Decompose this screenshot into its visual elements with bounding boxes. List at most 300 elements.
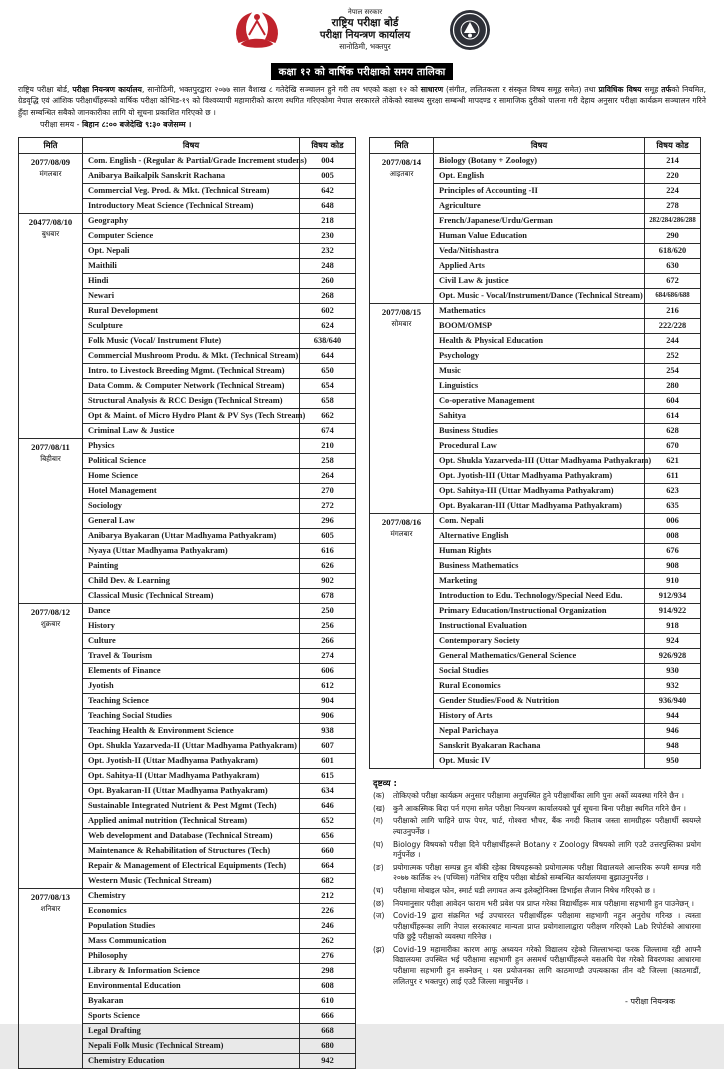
subject-name: Chemistry — [83, 889, 300, 904]
subject-code: 272 — [300, 499, 356, 514]
note-label: (ग) — [373, 816, 384, 826]
subject-code: 944 — [645, 709, 701, 724]
note-text: नियमानुसार परीक्षा आवेदन फाराम भरी प्रवेश पत्र प्राप्त गरेका विद्यार्थीहरू मात्र परीक्षामा सहभागी हुन पाउनेछन् । — [393, 898, 694, 908]
exam-date: 2077/08/13 — [30, 892, 71, 903]
subject-name: Sustainable Integrated Nutrient & Pest Mgmt (Tech) — [83, 799, 300, 814]
note-text: परीक्षामा मोबाइल फोन, स्मार्ट घडी लगायत अन्य इलेक्ट्रोनिक्स डिभाईस लैजान निषेध गरिएको छ । — [393, 885, 656, 895]
subject-name: Opt. Music - Vocal/Instrument/Dance (Technical Stream) — [434, 289, 645, 304]
subject-name: Child Dev. & Learning — [83, 574, 300, 589]
subject-name: Mass Communication — [83, 934, 300, 949]
subject-code: 646 — [300, 799, 356, 814]
subject-code: 654 — [300, 379, 356, 394]
subject-name: Dance — [83, 604, 300, 619]
subject-code: 244 — [645, 334, 701, 349]
subject-name: Primary Education/Instructional Organization — [434, 604, 645, 619]
subject-name: Sculpture — [83, 319, 300, 334]
intro-segment: समूह — [641, 85, 662, 94]
subject-name: Commercial Mushroom Produ. & Mkt. (Technical Stream) — [83, 349, 300, 364]
subject-code: 252 — [645, 349, 701, 364]
note-item — [373, 911, 701, 943]
subject-code: 004 — [300, 154, 356, 169]
subject-name: History of Arts — [434, 709, 645, 724]
subject-code: 624 — [300, 319, 356, 334]
notes-list — [373, 791, 701, 987]
subject-name: Marketing — [434, 574, 645, 589]
subject-name: Linguistics — [434, 379, 645, 394]
subject-code: 618/620 — [645, 244, 701, 259]
subject-code: 628 — [645, 424, 701, 439]
subject-code: 676 — [645, 544, 701, 559]
subject-code: 005 — [300, 169, 356, 184]
right-column — [369, 137, 701, 1007]
document-title: कक्षा १२ को वार्षिक परीक्षाको समय तालिका — [271, 63, 454, 80]
subject-name: Opt. Music IV — [434, 754, 645, 769]
subject-name: Newari — [83, 289, 300, 304]
intro-segment: परीक्षा नियन्त्रण कार्यालय — [72, 85, 142, 94]
subject-code: 914/922 — [645, 604, 701, 619]
subject-name: Applied animal nutrition (Technical Stream) — [83, 814, 300, 829]
subject-name: Byakaran — [83, 994, 300, 1009]
subject-code: 280 — [645, 379, 701, 394]
subject-name: Opt. Shukla Yazarveda-II (Uttar Madhyama Pathyakram) — [83, 739, 300, 754]
intro-segment: राष्ट्रिय परीक्षा बोर्ड, — [18, 85, 73, 94]
subject-code: 642 — [300, 184, 356, 199]
subject-code: 644 — [300, 349, 356, 364]
subject-code: 274 — [300, 649, 356, 664]
subject-name: Sahitya — [434, 409, 645, 424]
subject-name: Home Science — [83, 469, 300, 484]
subject-name: Opt. English — [434, 169, 645, 184]
note-text: Covid-19 द्वारा संक्रमित भई उपचाररत परीक्षार्थीहरू परीक्षामा सहभागी नहुन अनुरोध गरिन्छ । त्यस्ता परीक्षार्थीहरूका लागि नेपाल सरकारबाट मान्यता प्राप्त प्रयोगशालाद्वारा परीक्षण गरिएको Lab रिपोर्टको आधारमा पछि छुट्टै परीक्षाको व्यवस्था गरिनेछ । — [393, 911, 701, 942]
subject-code: 276 — [300, 949, 356, 964]
nepal-government-emblem-icon — [232, 8, 282, 58]
subject-code: 950 — [645, 754, 701, 769]
subject-code: 682 — [300, 874, 356, 889]
subject-code: 282/284/286/288 — [645, 214, 701, 229]
exam-day: बिहीबार — [40, 454, 61, 464]
government-line: नेपाल सरकार — [347, 8, 383, 16]
subject-name: Opt. Sahitya-II (Uttar Madhyama Pathyakram) — [83, 769, 300, 784]
subject-code: 232 — [300, 244, 356, 259]
note-label: (च) — [373, 885, 384, 895]
subject-name: Opt & Maint. of Micro Hydro Plant & PV Sys (Tech Stream) — [83, 409, 300, 424]
office-name: परीक्षा नियन्त्रण कार्यालय — [319, 29, 411, 41]
date-cell — [19, 889, 83, 1069]
subject-code: 210 — [300, 439, 356, 454]
subject-code: 606 — [300, 664, 356, 679]
intro-segment: तर्फ — [661, 85, 672, 94]
schedule-row — [19, 604, 356, 619]
subject-code: 626 — [300, 559, 356, 574]
subject-name: Contemporary Society — [434, 634, 645, 649]
subject-code: 674 — [300, 424, 356, 439]
note-label: (ङ) — [373, 862, 384, 872]
note-item — [373, 791, 701, 802]
subject-name: Rural Development — [83, 304, 300, 319]
subject-code: 668 — [300, 1024, 356, 1039]
exam-day: आइतबार — [389, 169, 414, 179]
subject-name: Instructional Evaluation — [434, 619, 645, 634]
subject-name: Sociology — [83, 499, 300, 514]
subject-code: 222/228 — [645, 319, 701, 334]
subject-code: 220 — [645, 169, 701, 184]
subject-code: 218 — [300, 214, 356, 229]
subject-name: Health & Physical Education — [434, 334, 645, 349]
subject-name: Anibarya Byakaran (Uttar Madhyama Pathyakram) — [83, 529, 300, 544]
subject-name: Culture — [83, 634, 300, 649]
subject-name: Sports Science — [83, 1009, 300, 1024]
subject-name: Data Comm. & Computer Network (Technical Stream) — [83, 379, 300, 394]
exam-date: 2077/08/09 — [30, 157, 71, 168]
subject-name: Hindi — [83, 274, 300, 289]
intro-segment: (संगीत, ललितकला र संस्कृत विषय समूह समेत) तथा — [443, 85, 599, 94]
subject-code: 926/928 — [645, 649, 701, 664]
subject-code: 254 — [645, 364, 701, 379]
subject-code: 638/640 — [300, 334, 356, 349]
subject-name: History — [83, 619, 300, 634]
subject-code: 614 — [645, 409, 701, 424]
subject-code: 266 — [300, 634, 356, 649]
subject-name: Opt. Nepali — [83, 244, 300, 259]
exam-date: 20477/08/10 — [28, 217, 73, 228]
subject-code: 615 — [300, 769, 356, 784]
exam-time-value: बिहान ८:०० बजेदेखि ९:३० बजेसम्म । — [81, 120, 192, 130]
subject-name: Opt. Jyotish-III (Uttar Madhyama Pathyakram) — [434, 469, 645, 484]
subject-name: BOOM/OMSP — [434, 319, 645, 334]
subject-name: Painting — [83, 559, 300, 574]
exam-date: 2077/08/12 — [30, 607, 71, 618]
date-cell — [370, 304, 434, 514]
code-column-header: विषय कोड — [300, 138, 356, 154]
subject-code: 270 — [300, 484, 356, 499]
subject-name: Jyotish — [83, 679, 300, 694]
subject-name: Physics — [83, 439, 300, 454]
note-label: (ख) — [373, 803, 385, 813]
subject-name: Commercial Veg. Prod. & Mkt. (Technical Stream) — [83, 184, 300, 199]
subject-code: 664 — [300, 859, 356, 874]
subject-name: Business Studies — [434, 424, 645, 439]
subject-code: 906 — [300, 709, 356, 724]
subject-name: Philosophy — [83, 949, 300, 964]
subject-name: Opt. Byakaran-II (Uttar Madhyama Pathyakram) — [83, 784, 300, 799]
subject-code: 605 — [300, 529, 356, 544]
intro-segment: प्राविधिक विषय — [598, 85, 642, 94]
note-label: (झ) — [373, 944, 385, 954]
exam-time-label: परीक्षा समय - — [40, 120, 82, 130]
subject-name: General Mathematics/General Science — [434, 649, 645, 664]
subject-name: Veda/Nitishastra — [434, 244, 645, 259]
note-text: Biology विषयको परीक्षा दिने परीक्षार्थीहरूले Botany र Zoology विषयको लागि एउटै उत्तरपुस्तिका प्रयोग गर्नुपर्नेछ । — [393, 839, 701, 860]
subject-code: 912/934 — [645, 589, 701, 604]
table-header-row — [370, 138, 701, 154]
subject-name: Procedural Law — [434, 439, 645, 454]
date-cell — [19, 604, 83, 889]
note-text: प्रयोगात्मक परीक्षा सम्पन्न हुन बाँकी रहेका विषयहरूको प्रयोगात्मक परीक्षा विद्यालयले आन्तरिक रूपमै सम्पन्न गरी २०७७ कार्तिक २५ (पच्चिस) गतेभित्र राष्ट्रिय परीक्षा बोर्डको सम्बन्धित कार्यालयमा बुझाउनुपर्नेछ । — [393, 862, 701, 883]
subject-name: Nyaya (Uttar Madhyama Pathyakram) — [83, 544, 300, 559]
note-text: तोकिएको परीक्षा कार्यक्रम अनुसार परीक्षामा अनुपस्थित हुने परीक्षार्थीका लागि पुनः अर्को व्यवस्था गरिने छैन । — [393, 791, 684, 801]
title-bar-wrap — [18, 60, 706, 80]
subject-code: 634 — [300, 784, 356, 799]
subject-code: 650 — [300, 364, 356, 379]
subject-name: Western Music (Technical Stream) — [83, 874, 300, 889]
notes-section — [369, 777, 701, 1007]
subject-code: 260 — [300, 274, 356, 289]
subject-code: 660 — [300, 844, 356, 859]
subject-code: 678 — [300, 589, 356, 604]
subject-code: 635 — [645, 499, 701, 514]
date-cell — [370, 514, 434, 769]
subject-name: Travel & Tourism — [83, 649, 300, 664]
subject-code: 948 — [645, 739, 701, 754]
subject-code: 250 — [300, 604, 356, 619]
date-cell — [370, 154, 434, 304]
subject-code: 006 — [645, 514, 701, 529]
exam-day: शनिबार — [40, 904, 61, 914]
subject-code: 296 — [300, 514, 356, 529]
exam-date: 2077/08/16 — [381, 517, 422, 528]
subject-code: 278 — [645, 199, 701, 214]
date-column-header: मिति — [19, 138, 83, 154]
exam-date: 2077/08/15 — [381, 307, 422, 318]
schedule-row — [19, 889, 356, 904]
subject-code: 666 — [300, 1009, 356, 1024]
subject-name: Web development and Database (Technical Stream) — [83, 829, 300, 844]
schedule-row — [19, 214, 356, 229]
header-text-block — [320, 8, 410, 52]
note-item — [373, 804, 701, 815]
exam-day: बुधबार — [41, 229, 60, 239]
subject-name: Human Rights — [434, 544, 645, 559]
subject-name: Agriculture — [434, 199, 645, 214]
board-name: राष्ट्रिय परीक्षा बोर्ड — [331, 16, 399, 29]
subject-name: Com. Nepali — [434, 514, 645, 529]
subject-code: 256 — [300, 619, 356, 634]
subject-name: General Law — [83, 514, 300, 529]
date-cell — [19, 439, 83, 604]
schedule-row — [370, 514, 701, 529]
subject-code: 684/686/688 — [645, 289, 701, 304]
subject-code: 938 — [300, 724, 356, 739]
subject-code: 602 — [300, 304, 356, 319]
subject-name: Geography — [83, 214, 300, 229]
left-column — [18, 137, 356, 1069]
subject-code: 910 — [645, 574, 701, 589]
subject-code: 680 — [300, 1039, 356, 1054]
intro-segment: , सानोठिमी, भक्तपुरद्वारा २०७७ साल वैशाख ८ गतेदेखि सञ्चालन हुने गरी तय भएको कक्षा १२ को — [141, 85, 421, 94]
subject-name: Biology (Botany + Zoology) — [434, 154, 645, 169]
subject-name: Opt. Jyotish-II (Uttar Madhyama Pathyakram) — [83, 754, 300, 769]
exam-day: शुक्रबार — [40, 619, 61, 629]
intro-paragraph — [18, 84, 706, 118]
subject-name: Folk Music (Vocal/ Instrument Flute) — [83, 334, 300, 349]
subject-name: Com. English - (Regular & Partial/Grade Increment studens) — [83, 154, 300, 169]
subject-name: Repair & Management of Electrical Equipments (Tech) — [83, 859, 300, 874]
subject-name: Human Value Education — [434, 229, 645, 244]
subject-name: Opt. Sahitya-III (Uttar Madhyama Pathyakram) — [434, 484, 645, 499]
subject-name: Library & Information Science — [83, 964, 300, 979]
exam-day: मंगलबार — [39, 169, 62, 179]
note-label: (क) — [373, 791, 385, 801]
subject-code: 212 — [300, 889, 356, 904]
subject-code: 610 — [300, 994, 356, 1009]
subject-code: 216 — [645, 304, 701, 319]
subject-code: 224 — [645, 184, 701, 199]
note-text: परीक्षाको लागि चाहिने ग्राफ पेपर, चार्ट, गोश्वरा भौचर, बैंक नगदी किताब जस्ता सामग्रीहरू परीक्षार्थी स्वयम्ले ल्याउनुपर्नेछ । — [393, 816, 701, 836]
subject-name: Principles of Accounting -II — [434, 184, 645, 199]
exam-date: 2077/08/11 — [31, 442, 70, 453]
subject-name: Nepal Parichaya — [434, 724, 645, 739]
subject-code: 258 — [300, 454, 356, 469]
subject-name: Maintenance & Rehabilitation of Structures (Tech) — [83, 844, 300, 859]
subject-name: Hotel Management — [83, 484, 300, 499]
schedule-columns — [18, 137, 706, 1069]
subject-code: 662 — [300, 409, 356, 424]
subject-code: 930 — [645, 664, 701, 679]
subject-name: Classical Music (Technical Stream) — [83, 589, 300, 604]
subject-name: Intro. to Livestock Breeding Mgmt. (Technical Stream) — [83, 364, 300, 379]
subject-name: Applied Arts — [434, 259, 645, 274]
note-item — [373, 899, 701, 910]
subject-code: 262 — [300, 934, 356, 949]
subject-name: Structural Analysis & RCC Design (Technical Stream) — [83, 394, 300, 409]
subject-code: 648 — [300, 199, 356, 214]
office-address: सानोठिमी, भक्तपुर — [339, 42, 391, 52]
subject-code: 658 — [300, 394, 356, 409]
document-header — [18, 8, 706, 58]
subject-code: 902 — [300, 574, 356, 589]
subject-code: 607 — [300, 739, 356, 754]
subject-name: Gender Studies/Food & Nutrition — [434, 694, 645, 709]
code-column-header: विषय कोड — [645, 138, 701, 154]
subject-name: Chemistry Education — [83, 1054, 300, 1069]
intro-segment: को नियमित, ग्रेडवृद्धि एवं आंशिक परीक्षार्थीहरूको वार्षिक परीक्षा कोभिड-१९ को विश्वव्यापी महामारीको कारण स्थगित गरिएकोमा नेपाल सरकारले तोकेको स्वास्थ्य सुरक्षा सम्बन्धी मापदण्ड र सामाजिक दुरीको पालना गरी देहाय अनुसार परीक्षा कार्यक्रम सञ्चालन गरिने हुँदा सम्बन्धित सबैको जानकारीका लागि यो सूचना प्रकाशित गरिएको छ । — [18, 85, 706, 117]
subject-name: Teaching Health & Environment Science — [83, 724, 300, 739]
subject-column-header: विषय — [83, 138, 300, 154]
subject-code: 611 — [645, 469, 701, 484]
subject-code: 290 — [645, 229, 701, 244]
subject-name: Social Studies — [434, 664, 645, 679]
subject-code: 630 — [645, 259, 701, 274]
schedule-table-left — [18, 137, 356, 1069]
subject-code: 008 — [645, 529, 701, 544]
note-text: कुनै आकस्मिक बिदा पर्न गएमा समेत परीक्षा नियन्त्रण कार्यालयको पूर्व सूचना बिना परीक्षा स्थगित गरिने छैन । — [393, 803, 686, 813]
subject-name: Sanskrit Byakaran Rachana — [434, 739, 645, 754]
schedule-table-right — [369, 137, 701, 769]
subject-code: 946 — [645, 724, 701, 739]
subject-code: 908 — [645, 559, 701, 574]
subject-name: Population Studies — [83, 919, 300, 934]
subject-name: Criminal Law & Justice — [83, 424, 300, 439]
note-item — [373, 840, 701, 861]
subject-name: Elements of Finance — [83, 664, 300, 679]
subject-code: 652 — [300, 814, 356, 829]
subject-code: 264 — [300, 469, 356, 484]
schedule-row — [370, 304, 701, 319]
subject-name: Rural Economics — [434, 679, 645, 694]
subject-name: Anibarya Baikalpik Sanskrit Rachana — [83, 169, 300, 184]
subject-code: 924 — [645, 634, 701, 649]
subject-code: 298 — [300, 964, 356, 979]
date-column-header: मिति — [370, 138, 434, 154]
subject-code: 612 — [300, 679, 356, 694]
date-cell — [19, 154, 83, 214]
note-label: (घ) — [373, 839, 384, 849]
note-label: (ज) — [373, 911, 385, 921]
exam-date: 2077/08/14 — [381, 157, 422, 168]
subject-name: Nepali Folk Music (Technical Stream) — [83, 1039, 300, 1054]
subject-code: 904 — [300, 694, 356, 709]
subject-code: 214 — [645, 154, 701, 169]
subject-name: Opt. Shukla Yazarveda-III (Uttar Madhyama Pathyakram) — [434, 454, 645, 469]
subject-code: 246 — [300, 919, 356, 934]
note-item — [373, 816, 701, 837]
subject-code: 672 — [645, 274, 701, 289]
subject-name: Psychology — [434, 349, 645, 364]
subject-code: 601 — [300, 754, 356, 769]
subject-name: Legal Drafting — [83, 1024, 300, 1039]
date-cell — [19, 214, 83, 439]
subject-code: 670 — [645, 439, 701, 454]
subject-column-header: विषय — [434, 138, 645, 154]
exam-day: सोमबार — [391, 319, 412, 329]
subject-code: 248 — [300, 259, 356, 274]
subject-name: French/Japanese/Urdu/German — [434, 214, 645, 229]
note-text: Covid-19 महामारीका कारण आफू अध्ययन गरेको विद्यालय रहेको जिल्लाभन्दा फरक जिल्लामा रही आफ्नै विद्यालयमा उपस्थित भई परीक्षामा सहभागी हुन असमर्थ परीक्षार्थीहरूले यसअघि पेश गरेको विवरणका आधारमा परीक्षामा सहभागी हुन सक्नेछन् । यस प्रयोजनका लागि काठमाण्डौ उपत्यकाका तीन वटै जिल्ला (काठमाडौं, ललितपुर र भक्तपुर) लाई एउटै जिल्ला मान्नुपर्नेछ । — [393, 944, 701, 986]
subject-code: 656 — [300, 829, 356, 844]
signature: - परीक्षा नियन्त्रक — [625, 997, 675, 1007]
schedule-row — [370, 154, 701, 169]
subject-name: Teaching Science — [83, 694, 300, 709]
intro-segment: साधारण — [420, 85, 444, 94]
note-item — [373, 945, 701, 987]
subject-code: 623 — [645, 484, 701, 499]
schedule-row — [19, 439, 356, 454]
exam-time-line — [18, 120, 706, 130]
subject-name: Environmental Education — [83, 979, 300, 994]
subject-name: Economics — [83, 904, 300, 919]
subject-code: 230 — [300, 229, 356, 244]
subject-name: Co-operative Management — [434, 394, 645, 409]
notes-title: दृष्टव्य : — [373, 779, 397, 790]
subject-code: 918 — [645, 619, 701, 634]
exam-day: मंगलबार — [390, 529, 413, 539]
examination-board-seal-icon — [448, 8, 492, 56]
subject-code: 942 — [300, 1054, 356, 1069]
subject-code: 604 — [645, 394, 701, 409]
subject-name: Political Science — [83, 454, 300, 469]
subject-code: 621 — [645, 454, 701, 469]
note-label: (छ) — [373, 898, 385, 908]
schedule-row — [19, 154, 356, 169]
subject-name: Introductory Meat Science (Technical Stream) — [83, 199, 300, 214]
table-header-row — [19, 138, 356, 154]
subject-name: Music — [434, 364, 645, 379]
subject-name: Civil Law & justice — [434, 274, 645, 289]
subject-name: Computer Science — [83, 229, 300, 244]
subject-code: 226 — [300, 904, 356, 919]
subject-code: 608 — [300, 979, 356, 994]
subject-code: 268 — [300, 289, 356, 304]
note-item — [373, 886, 701, 897]
subject-name: Teaching Social Studies — [83, 709, 300, 724]
subject-name: Business Mathematics — [434, 559, 645, 574]
subject-name: Alternative English — [434, 529, 645, 544]
subject-code: 932 — [645, 679, 701, 694]
subject-code: 616 — [300, 544, 356, 559]
note-item — [373, 863, 701, 884]
subject-name: Maithili — [83, 259, 300, 274]
subject-name: Mathematics — [434, 304, 645, 319]
